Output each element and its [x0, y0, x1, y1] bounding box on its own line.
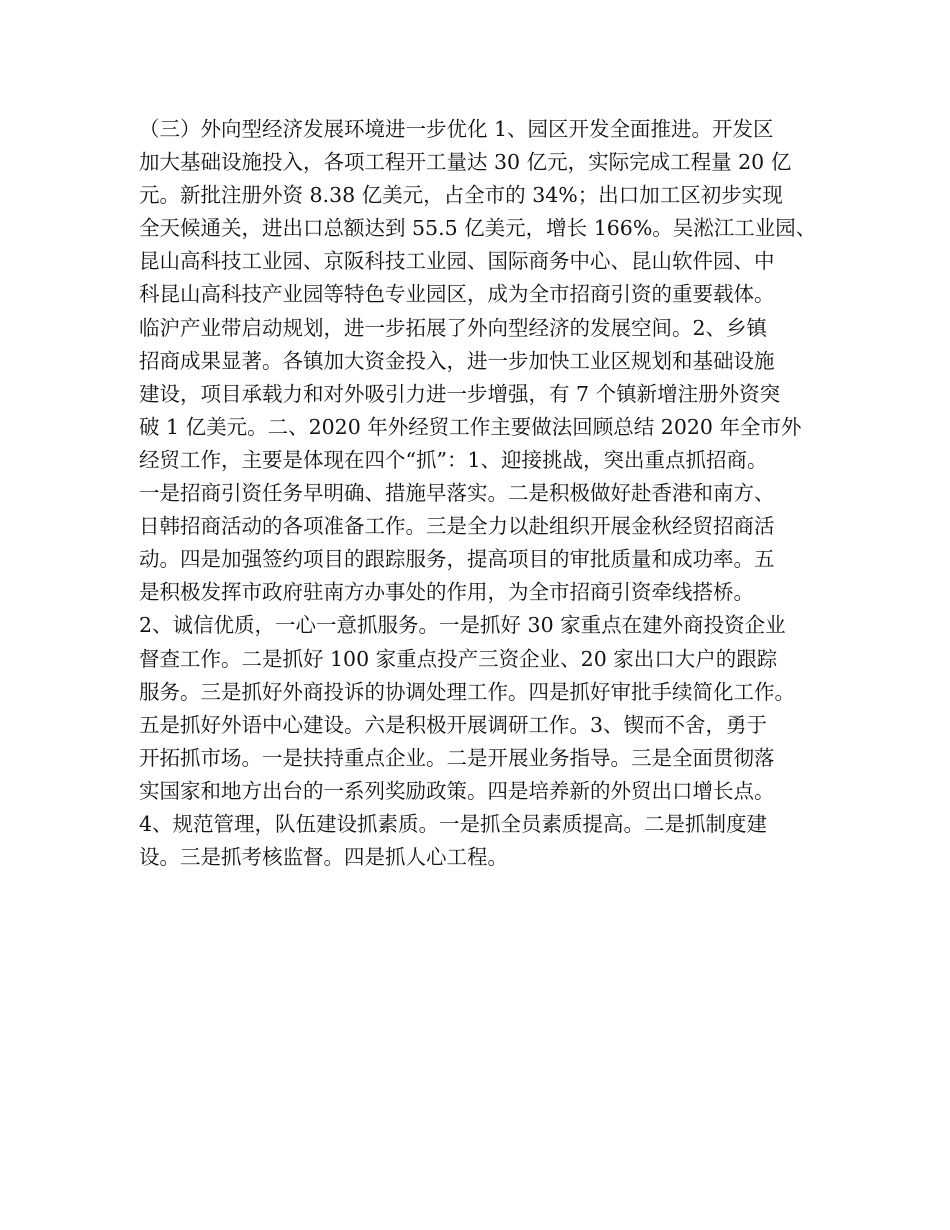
text-line: 日韩招商活动的各项准备工作。三是全力以赴组织开展金秋经贸招商活 — [139, 514, 775, 539]
text-line: 招商成果显著。各镇加大资金投入，进一步加快工业区规划和基础设施 — [139, 348, 775, 373]
text-line: 建设，项目承载力和对外吸引力进一步增强，有 7 个镇新增注册外资突 — [139, 381, 781, 406]
body-paragraph — [139, 113, 839, 874]
text-line: 实国家和地方出台的一系列奖励政策。四是培养新的外贸出口增长点。 — [139, 778, 775, 803]
text-line: 2、诚信优质，一心一意抓服务。一是抓好 30 家重点在建外商投资企业 — [139, 613, 786, 638]
text-line: （三）外向型经济发展环境进一步优化 1、园区开发全面推进。开发区 — [139, 117, 774, 141]
text-line: 科昆山高科技产业园等特色专业园区，成为全市招商引资的重要载体。 — [139, 282, 775, 307]
text-line: 加大基础设施投入，各项工程开工量达 30 亿元，实际完成工程量 20 亿 — [139, 150, 792, 175]
text-line: 元。新批注册外资 8.38 亿美元，占全市的 34%；出口加工区初步实现 — [139, 183, 783, 208]
text-line: 督查工作。二是抓好 100 家重点投产三资企业、20 家出口大户的跟踪 — [139, 646, 778, 671]
text-line: 设。三是抓考核监督。四是抓人心工程。 — [139, 845, 508, 870]
text-line: 开拓抓市场。一是扶持重点企业。二是开展业务指导。三是全面贯彻落 — [139, 745, 775, 770]
text-line: 破 1 亿美元。二、2020 年外经贸工作主要做法回顾总结 2020 年全市外 — [139, 414, 802, 439]
text-line: 动。四是加强签约项目的跟踪服务，提高项目的审批质量和成功率。五 — [139, 547, 775, 572]
text-line: 临沪产业带启动规划，进一步拓展了外向型经济的发展空间。2、乡镇 — [139, 315, 768, 340]
text-line: 五是抓好外语中心建设。六是积极开展调研工作。3、锲而不舍，勇于 — [139, 712, 768, 737]
text-line: 经贸工作，主要是体现在四个“抓”：1、迎接挑战，突出重点抓招商。 — [139, 447, 768, 472]
text-line: 昆山高科技工业园、京阪科技工业园、国际商务中心、昆山软件园、中 — [139, 249, 775, 274]
text-line: 服务。三是抓好外商投诉的协调处理工作。四是抓好审批手续简化工作。 — [139, 679, 795, 704]
text-line: 一是招商引资任务早明确、措施早落实。二是积极做好赴香港和南方、 — [139, 481, 775, 506]
text-line: 是积极发挥市政府驻南方办事处的作用，为全市招商引资牵线搭桥。 — [139, 580, 754, 605]
text-line: 全天候通关，进出口总额达到 55.5 亿美元，增长 166%。吴淞江工业园、 — [139, 216, 817, 241]
text-line: 4、规范管理，队伍建设抓素质。一是抓全员素质提高。二是抓制度建 — [139, 811, 768, 836]
